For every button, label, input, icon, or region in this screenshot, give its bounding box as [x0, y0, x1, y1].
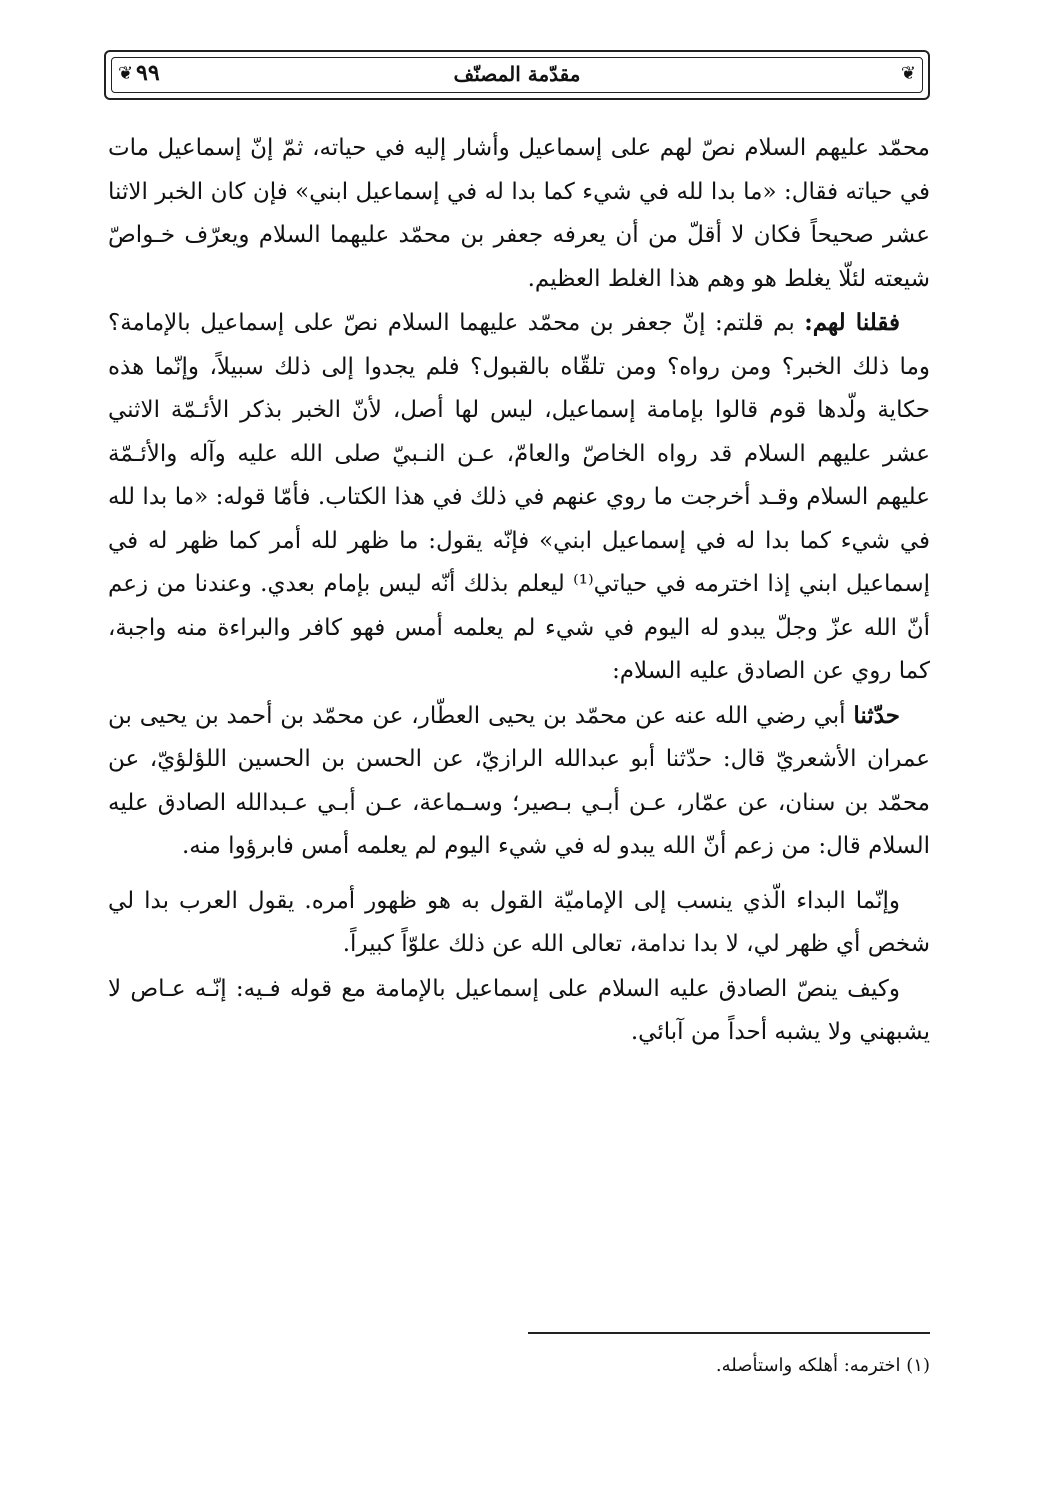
paragraph-lead: فقلنا لهم:	[804, 309, 900, 336]
header-frame	[111, 57, 923, 93]
page-number: ٩٩	[136, 60, 160, 86]
paragraph	[108, 879, 930, 967]
chapter-title: مقدّمة المصنّف	[453, 62, 581, 86]
paragraph-lead: حدّثنا	[853, 701, 900, 729]
paragraph	[108, 967, 930, 1055]
paragraph-text: وإنّما البداء الّذي ينسب إلى الإماميّة القول به هو ظهور أمره. يقول العرب بدا لي شخص أي ظهر لي، لا بدا ندامة، تعالى الله عن ذلك علوّاً كبيراً.	[108, 887, 930, 957]
paragraph-text: وكيف ينصّ الصادق عليه السلام على إسماعيل بالإمامة مع قوله فـيه: إنّـه عـاص لا يشبهني ولا يشبه أحداً من آبائي.	[108, 975, 930, 1045]
page-header	[104, 50, 930, 100]
paragraph	[108, 301, 930, 694]
paragraph	[108, 126, 930, 301]
paragraph-text: بم قلتم: إنّ جعفر بن محمّد عليهما السلام نصّ على إسماعيل بالإمامة؟ وما ذلك الخبر؟ ومن رواه؟ ومن تلقّاه بالقبول؟ فلم يجدوا إلى ذلك سبيلاً، وإنّما هذه حكاية ولّدها قوم قالوا بإمامة إسماعيل، ليس لها أصل، لأنّ الخبر بذكر الأئـمّة الاثني عشر عليهم السلام قد رواه الخاصّ والعامّ، عـن النـبيّ صلى الله عليه وآله والأئـمّة عليهم السلام وقـد أخرجت ما روي عنهم في ذلك في هذا الكتاب. فأمّا قوله: «ما بدا لله في شيء كما بدا له في إسماعيل ابني» فإنّه يقول: ما ظهر لله أمر كما ظهر له في إسماعيل ابني إذا اخترمه في حياتي⁽¹⁾ ليعلم بذلك أنّه ليس بإمام بعدي. وعندنا من زعم أنّ الله عزّ وجلّ يبدو له اليوم في شيء لم يعلمه أمس فهو كافر والبراءة منه واجبة، كما روي عن الصادق عليه السلام:	[108, 310, 930, 684]
body-text	[108, 126, 930, 1055]
ornament-left-icon: ❦	[118, 63, 134, 84]
footnote: (١) اخترمه: أهلكه واستأصله.	[715, 1355, 930, 1376]
paragraph-text: محمّد عليهم السلام نصّ لهم على إسماعيل وأشار إليه في حياته، ثمّ إنّ إسماعيل مات في حياته فقال: «ما بدا لله في شيء كما بدا له في إسماعيل ابني» فإن كان الخبر الاثنا عشر صحيحاً فكان لا أقلّ من أن يعرفه جعفر بن محمّد عليهما السلام ويعرّف خـواصّ شيعته لئلّا يغلط هو وهم هذا الغلط العظيم.	[108, 135, 930, 292]
footnote-divider	[528, 1332, 930, 1334]
paragraph-gap	[108, 869, 930, 879]
ornament-right-icon: ❦	[900, 63, 916, 84]
paragraph	[108, 694, 930, 869]
paragraph-text: أبي رضي الله عنه عن محمّد بن يحيى العطّار، عن محمّد بن أحمد بن يحيى بن عمران الأشعريّ قال: حدّثنا أبو عبدالله الرازيّ، عن الحسن بن الحسين اللؤلؤيّ، عن محمّد بن سنان، عن عمّار، عـن أبـي بـصير؛ وسـماعة، عـن أبـي عـبدالله الصادق عليه السلام قال: من زعم أنّ الله يبدو له في شيء اليوم لم يعلمه أمس فابرؤوا منه.	[108, 702, 930, 859]
